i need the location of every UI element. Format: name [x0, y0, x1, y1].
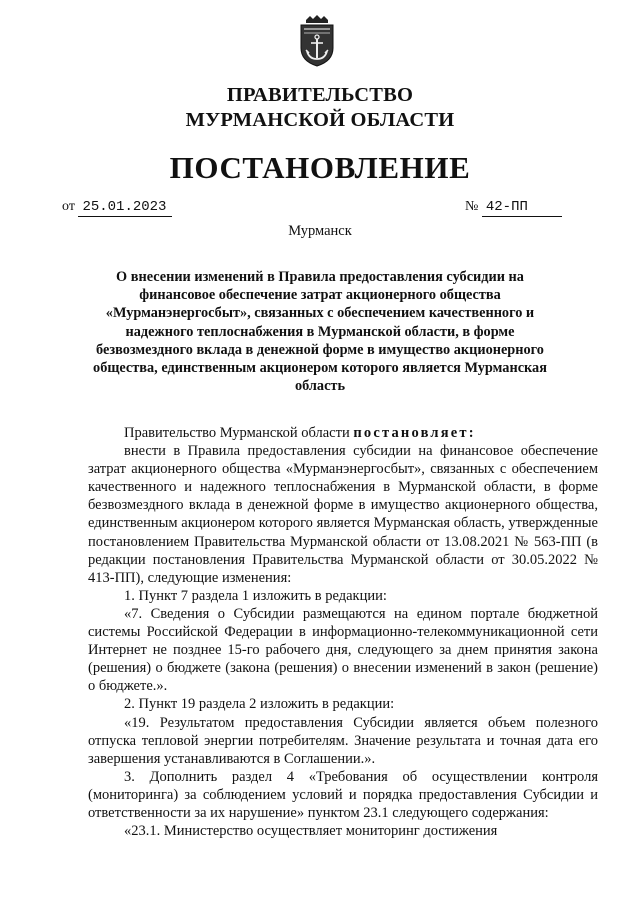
- body-paragraph: «7. Сведения о Субсидии размещаются на едином портале бюджетной системы Российской Федерации в информационно-телекоммуникационной сети Интернет не позднее 15-го рабочего дня, следующего за днем принятия закона (решения) о бюджете (закона (решения) о внесении изменений в закон (решение) о бюджете.».: [88, 605, 598, 695]
- body-paragraph: 2. Пункт 19 раздела 2 изложить в редакции:: [124, 696, 395, 713]
- intro-paragraph: [88, 424, 598, 442]
- document-date: 25.01.2023: [78, 198, 172, 217]
- government-title-line2: МУРМАНСКОЙ ОБЛАСТИ: [185, 109, 455, 131]
- date-prefix: от: [62, 199, 75, 214]
- body-paragraph: «23.1. Министерство осуществляет мониторинг достижения: [124, 823, 498, 840]
- body-paragraph: «19. Результатом предоставления Субсидии является объем полезного отпуска тепловой энергии потребителям. Значение результата и точная дата его завершения устанавливаются в Соглашении.».: [88, 714, 598, 767]
- decree-body: [88, 424, 598, 840]
- body-paragraph: 3. Дополнить раздел 4 «Требования об осуществлении контроля (мониторинга) за соблюдением условий и порядка предоставления Субсидии и ответственности за их нарушение» пунктом 23.1 следующего содержания:: [88, 768, 598, 821]
- intro-resolves: постановляет:: [353, 425, 476, 441]
- date-row: [62, 198, 172, 217]
- decree-title: О внесении изменений в Правила предоставления субсидии на финансовое обеспечение затрат акционерного общества «Мурманэнергосбыт», связанных с обеспечением качественного и надежного теплоснабжения в Мурманской области, в форме безвозмездного вклада в денежной форме в имущество акционерного общества, единственным акционером которого является Мурманская область: [93, 269, 547, 395]
- coat-of-arms-icon: [292, 14, 342, 68]
- number-prefix: №: [465, 199, 479, 214]
- government-title-line1: ПРАВИТЕЛЬСТВО: [226, 84, 414, 106]
- number-row: [465, 198, 562, 217]
- intro-prefix: Правительство Мурманской области: [124, 425, 354, 441]
- body-paragraph: 1. Пункт 7 раздела 1 изложить в редакции:: [124, 587, 387, 604]
- body-paragraph: внести в Правила предоставления субсидии на финансовое обеспечение затрат акционерного общества «Мурманэнергосбыт», связанных с обеспечением качественного и надежного теплоснабжения в Мурманской области, в форме безвозмездного вклада в денежной форме в имущество акционерного общества, единственным акционером которого является Мурманская область, утвержденные постановлением Правительства Мурманской области от 13.08.2021 № 563-ПП (в редакции постановления Правительства Мурманской области от 30.05.2022 № 413-ПП), следующие изменения:: [88, 443, 598, 586]
- document-type-heading: ПОСТАНОВЛЕНИЕ: [169, 150, 471, 185]
- document-number: 42-ПП: [482, 198, 562, 217]
- city-name: Мурманск: [288, 223, 352, 239]
